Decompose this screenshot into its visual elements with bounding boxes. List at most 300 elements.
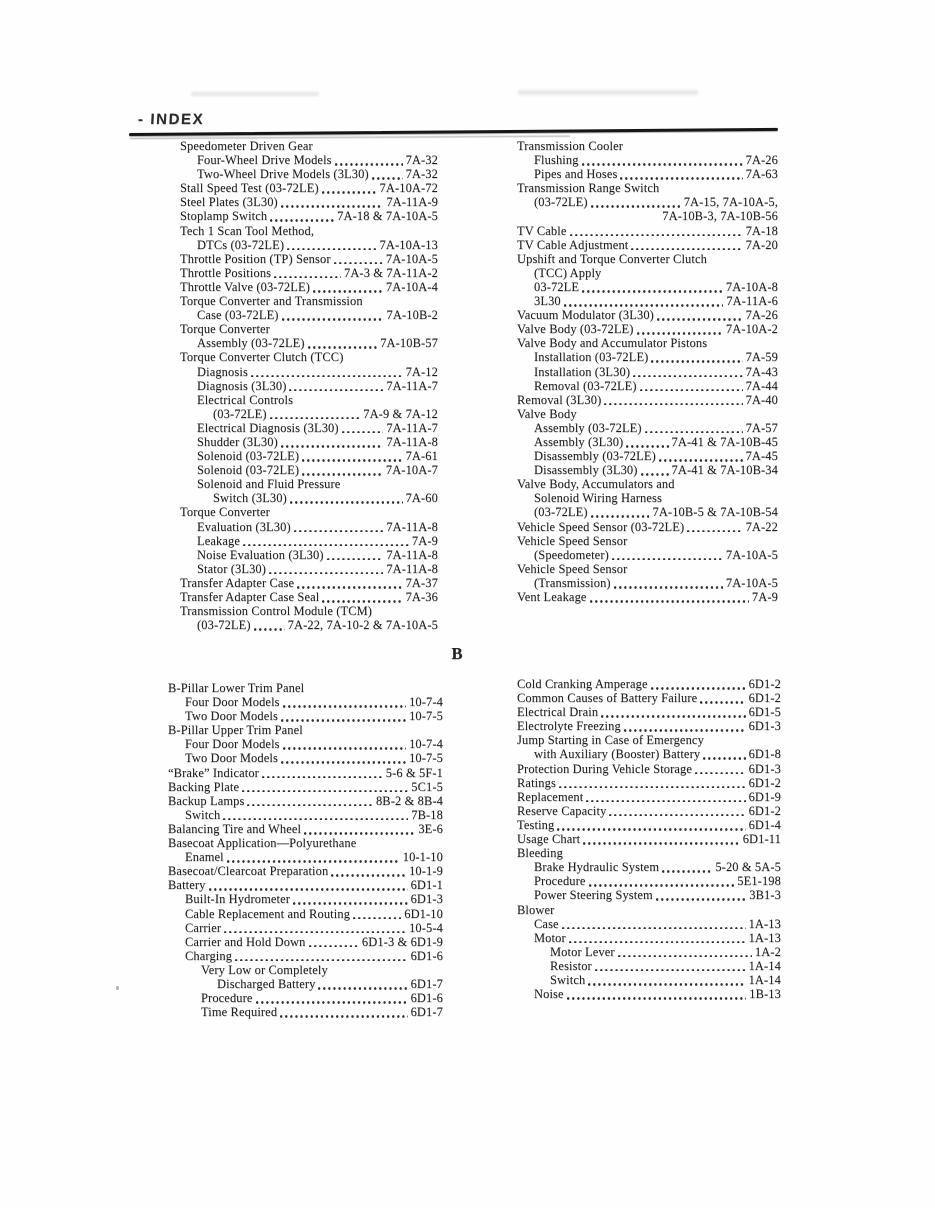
entry-label: Four-Wheel Drive Models [197,153,332,168]
leader-dots [582,290,723,293]
index-entry [517,846,781,860]
entry-page: 6D1-2 [748,677,781,691]
leader-dots [659,459,743,462]
entry-label: Evaluation (3L30) [197,519,291,534]
leader-dots [331,874,406,877]
entry-page: 7A-10A-72 [379,181,438,196]
entry-label: (TCC) Apply [534,265,602,280]
leader-dots [281,205,384,208]
entry-page: 7A-11A-8 [386,561,438,576]
index-entry [517,576,778,590]
index-column-b-right [517,677,781,1001]
entry-label: DTCs (03-72LE) [197,237,285,252]
leader-dots [304,832,415,835]
index-entry [180,209,438,223]
index-entry [180,393,438,407]
entry-page: 7A-11A-9 [386,195,438,210]
entry-page: 7A-20 [745,237,778,252]
leader-dots [604,403,742,406]
leader-dots [254,628,285,631]
leader-dots [309,945,359,948]
entry-label: Blower [517,902,555,917]
entry-page: 7A-26 [745,153,778,168]
entry-label: Torque Converter [180,505,270,520]
entry-label: Case (03-72LE) [197,308,279,323]
index-entry [168,892,443,906]
index-entry [517,350,778,364]
entry-label: Throttle Position (TP) Sensor [180,251,331,266]
leader-dots [651,687,746,690]
leader-dots [287,248,376,251]
entry-label: Removal (3L30) [517,392,602,407]
leader-dots [562,927,746,930]
leader-dots [662,870,712,873]
entry-page: 7A-9 [411,533,438,548]
leader-dots [609,814,745,817]
index-entry [180,548,438,562]
entry-label: Noise [534,987,564,1002]
entry-label: Carrier and Hold Down [185,934,306,949]
entry-label: Resistor [550,958,592,973]
entry-label: Pipes and Hoses [534,167,618,182]
leader-dots [290,501,403,504]
entry-label: Disassembly (3L30) [534,463,638,478]
index-entry [517,874,781,888]
entry-page: 6D1-10 [404,906,443,921]
leader-dots [294,530,384,533]
index-entry [517,224,778,238]
leader-dots [591,205,681,208]
entry-label: Diagnosis [197,364,248,379]
index-entry [168,822,443,836]
entry-page: 7A-15, 7A-10A-5, [683,195,778,210]
entry-page: 1A-14 [748,958,781,973]
entry-page: 6D1-8 [748,747,781,762]
entry-label: (03-72LE) [534,195,588,210]
leader-dots [656,898,746,901]
entry-label: with Auxiliary (Booster) Battery [534,747,701,762]
entry-page: 7A-10A-5 [385,251,438,266]
entry-page: 6D1-3 & 6D1-9 [361,934,443,949]
leader-dots [283,705,406,708]
scan-smudge-artifact [518,90,698,95]
entry-page: 6D1-6 [410,991,443,1006]
index-entry [517,790,781,804]
index-entry [180,280,438,294]
entry-page: 1A-14 [748,972,781,987]
entry-label: Leakage [197,533,241,548]
entry-page: 7A-9 [751,590,778,604]
index-entry [180,266,438,280]
index-entry [168,907,443,921]
index-entry [168,751,443,765]
index-entry [168,864,443,878]
entry-page: 3E-6 [418,821,443,836]
index-entry [517,804,781,818]
entry-label: Two Door Models [185,751,278,766]
entry-page: 7A-11A-8 [386,547,438,562]
leader-dots [591,515,650,518]
index-entry [180,576,438,590]
entry-page: 10-7-4 [409,695,443,710]
entry-label: Brake Hydraulic System [534,860,660,875]
index-entry [517,832,781,846]
entry-label: Steel Plates (3L30) [180,195,278,210]
index-entry [517,705,781,719]
index-entry [517,903,781,917]
entry-label: Carrier [185,920,222,935]
leader-dots [274,276,341,279]
index-entry [517,393,778,407]
entry-page: 7A-10B-5 & 7A-10B-54 [652,505,778,520]
index-entry [517,435,778,449]
index-entry [180,365,438,379]
entry-label: Assembly (3L30) [534,434,624,449]
entry-page: 7A-10A-5 [725,547,778,562]
leader-dots [612,558,723,561]
entry-page: 7A-10A-13 [379,237,438,252]
entry-label: Tech 1 Scan Tool Method, [180,223,315,238]
index-entry [180,407,438,421]
index-entry [517,733,781,747]
entry-label: Vehicle Speed Sensor (03-72LE) [517,519,685,534]
leader-dots [657,318,743,321]
leader-dots [651,360,742,363]
entry-label: B-Pillar Upper Trim Panel [168,723,303,738]
entry-label: Flushing [534,153,579,168]
index-entry [517,153,778,167]
entry-label: Assembly (03-72LE) [534,420,642,435]
entry-label: Removal (03-72LE) [534,378,637,393]
leader-dots [582,163,743,166]
index-entry [517,562,778,576]
entry-page: 7A-10A-7 [385,463,438,478]
entry-page: 6D1-11 [742,832,781,847]
entry-label: Enamel [185,850,224,865]
leader-dots [595,969,746,972]
leader-dots [302,473,383,476]
leader-dots [302,459,402,462]
entry-page: 7A-60 [405,491,438,506]
index-entry [180,604,438,618]
entry-label: TV Cable [517,223,567,238]
entry-label: Switch [550,972,586,987]
index-entry [168,949,443,963]
index-entry [517,308,778,322]
entry-page: 6D1-3 [410,892,443,907]
leader-dots [283,747,406,750]
entry-label: Procedure [201,991,253,1006]
leader-dots [637,332,723,335]
entry-label: Speedometer Driven Gear [180,139,313,153]
index-entry [517,280,778,294]
leader-dots [645,431,743,434]
index-entry [168,991,443,1005]
leader-dots [209,888,408,891]
entry-label: Transmission Control Module (TCM) [180,604,373,619]
entry-label: Torque Converter [180,322,270,337]
leader-dots [559,786,746,789]
entry-label: Reserve Capacity [517,803,607,818]
entry-page: 7A-45 [745,449,778,464]
entry-page: 6D1-2 [748,803,781,818]
entry-page: 6D1-3 [748,719,781,734]
leader-dots [583,842,739,845]
entry-page: 3B1-3 [749,888,781,903]
index-entry [517,209,778,223]
index-entry [180,350,438,364]
entry-label: Jump Starting in Case of Emergency [517,733,704,748]
leader-dots [227,860,400,863]
index-entry [168,794,443,808]
scan-speck-artifact [116,986,119,990]
entry-page: 7A-26 [745,308,778,323]
index-entry [168,780,443,794]
entry-label: Cable Replacement and Routing [185,906,351,921]
entry-page: 6D1-9 [748,789,781,804]
entry-label: 3L30 [534,294,561,309]
leader-dots [372,177,403,180]
leader-dots [280,1015,407,1018]
leader-dots [270,417,361,420]
index-entry [517,294,778,308]
entry-label: Noise Evaluation (3L30) [197,547,324,562]
leader-dots [700,701,745,704]
entry-page: 6D1-7 [410,1005,443,1020]
index-column-a-left [180,139,438,632]
entry-label: Time Required [201,1005,278,1020]
entry-page: 5C1-5 [411,779,443,794]
entry-page: 7A-10A-8 [725,279,778,294]
entry-label: Replacement [517,789,584,804]
index-entry [517,945,781,959]
leader-dots [564,304,724,307]
index-entry [180,294,438,308]
leader-dots [633,375,742,378]
entry-page: 7A-9 & 7A-12 [363,406,438,421]
entry-page: 7B-18 [411,807,443,822]
index-column-b-left [168,681,443,1019]
entry-page: 5-20 & 5A-5 [715,860,781,875]
index-entry [168,963,443,977]
index-entry [180,520,438,534]
leader-dots [589,884,735,887]
entry-label: Built-In Hydrometer [185,892,291,907]
index-entry [517,238,778,252]
entry-page: 7A-11A-8 [386,519,438,534]
leader-dots [567,997,747,1000]
entry-page: 5-6 & 5F-1 [385,765,443,780]
entry-page: 7A-59 [745,350,778,365]
index-entry [168,681,443,695]
index-entry [517,322,778,336]
leader-dots [256,1001,408,1004]
entry-label: Motor Lever [550,944,615,959]
index-entry [180,618,438,632]
index-entry [168,1005,443,1019]
entry-page: 6D1-1 [410,878,443,893]
leader-dots [318,987,407,990]
index-entry [168,878,443,892]
entry-page: 7A-22 [745,519,778,534]
entry-label: Common Causes of Battery Failure [517,691,698,706]
index-entry [180,562,438,576]
index-entry [517,379,778,393]
entry-page: 1A-13 [748,916,781,931]
entry-label: Basecoat/Clearcoat Preparation [168,864,329,879]
leader-dots [235,959,407,962]
entry-page: 7A-37 [405,575,438,590]
leader-dots [297,586,402,589]
scan-smudge-artifact [191,92,319,96]
entry-page: 6D1-5 [748,705,781,720]
leader-dots [631,248,742,251]
index-entry [517,266,778,280]
index-entry [517,252,778,266]
index-entry [180,590,438,604]
leader-dots [224,931,406,934]
index-entry [517,477,778,491]
index-entry [168,709,443,723]
leader-dots [322,600,402,603]
index-entry [517,534,778,548]
entry-page: 1A-2 [754,944,781,959]
entry-page: 6D1-4 [748,817,781,832]
entry-page: 6D1-7 [410,976,443,991]
leader-dots [588,983,745,986]
index-entry [517,776,781,790]
entry-label: Electrical Drain [517,705,599,720]
leader-dots [614,586,723,589]
entry-label: Electrical Diagnosis (3L30) [197,420,339,435]
entry-label: TV Cable Adjustment [517,237,629,252]
entry-page: 6D1-3 [748,761,781,776]
entry-page: 7A-57 [745,420,778,435]
index-column-a-right [517,139,778,604]
entry-page: 7A-40 [745,392,778,407]
index-entry [180,181,438,195]
leader-dots [342,431,384,434]
entry-label: (03-72LE) [197,618,251,633]
entry-label: Two-Wheel Drive Models (3L30) [197,167,369,182]
entry-label: Electrolyte Freezing [517,719,621,734]
leader-dots [251,375,403,378]
index-entry [180,336,438,350]
leader-dots [281,719,406,722]
entry-label: Torque Converter and Transmission [180,294,363,309]
entry-label: Vehicle Speed Sensor [517,561,628,576]
index-entry [180,421,438,435]
entry-page: 7A-61 [405,449,438,464]
entry-page: 7A-22, 7A-10-2 & 7A-10A-5 [287,618,438,633]
index-entry [180,449,438,463]
entry-label: Throttle Positions [180,265,272,280]
leader-dots [243,544,409,547]
entry-page: 6D1-6 [410,948,443,963]
leader-dots [281,761,406,764]
index-entry [517,973,781,987]
entry-page: 8B-2 & 8B-4 [375,793,443,808]
leader-dots [557,828,745,831]
index-entry [180,308,438,322]
index-entry [517,365,778,379]
entry-page: 7A-12 [405,364,438,379]
index-entry [517,691,781,705]
entry-page: 6D1-2 [748,775,781,790]
entry-label: Motor [534,930,566,945]
entry-page: 7A-43 [745,364,778,379]
index-entry [180,491,438,505]
entry-page: 7A-18 & 7A-10A-5 [337,209,438,224]
index-entry [517,548,778,562]
entry-label: (Speedometer) [534,547,609,562]
leader-dots [703,757,745,760]
index-entry [180,167,438,181]
index-entry [168,695,443,709]
leader-dots [695,772,746,775]
index-entry [168,977,443,991]
entry-label: (03-72LE) [213,406,267,421]
index-entry [168,808,443,822]
entry-label: Testing [517,817,555,832]
leader-dots [270,219,334,222]
index-entry [517,931,781,945]
entry-label: Diagnosis (3L30) [197,378,287,393]
index-entry [180,534,438,548]
index-entry [517,139,778,153]
entry-page: 7A-10B-57 [380,336,438,351]
leader-dots [282,318,384,321]
entry-label: B-Pillar Lower Trim Panel [168,681,305,695]
entry-label: Solenoid Wiring Harness [534,491,662,506]
entry-page: 7A-63 [745,167,778,182]
index-entry [180,139,438,153]
entry-label: Installation (3L30) [534,364,631,379]
entry-label: Solenoid (03-72LE) [197,463,300,478]
leader-dots [293,902,408,905]
entry-label: Procedure [534,874,586,889]
entry-page: 1B-13 [749,987,781,1002]
entry-page: 7A-10A-2 [725,322,778,337]
entry-label: Stator (3L30) [197,561,267,576]
index-entry [180,252,438,266]
entry-label: Upshift and Torque Converter Clutch [517,251,707,266]
entry-label: Four Door Models [185,737,280,752]
entry-label: Transfer Adapter Case [180,575,295,590]
index-entry [517,520,778,534]
entry-page: 1A-13 [748,930,781,945]
entry-page: 10-7-5 [409,709,443,724]
index-entry [517,987,781,1001]
index-entry [517,181,778,195]
entry-label: Transmission Range Switch [517,181,660,196]
entry-label: Stall Speed Test (03-72LE) [180,181,319,196]
entry-page: 7A-10A-4 [385,279,438,294]
index-entry [517,195,778,209]
entry-label: Cold Cranking Amperage [517,677,648,691]
entry-label: Throttle Valve (03-72LE) [180,279,310,294]
index-entry [180,195,438,209]
entry-label: Valve Body (03-72LE) [517,322,634,337]
entry-page: 7A-11A-6 [726,294,778,309]
entry-label: Vehicle Speed Sensor [517,533,628,548]
entry-label: Basecoat Application—Polyurethane [168,836,357,851]
index-entry [168,723,443,737]
index-entry [180,153,438,167]
index-entry [180,477,438,491]
entry-label: Backing Plate [168,779,240,794]
index-entry [517,917,781,931]
